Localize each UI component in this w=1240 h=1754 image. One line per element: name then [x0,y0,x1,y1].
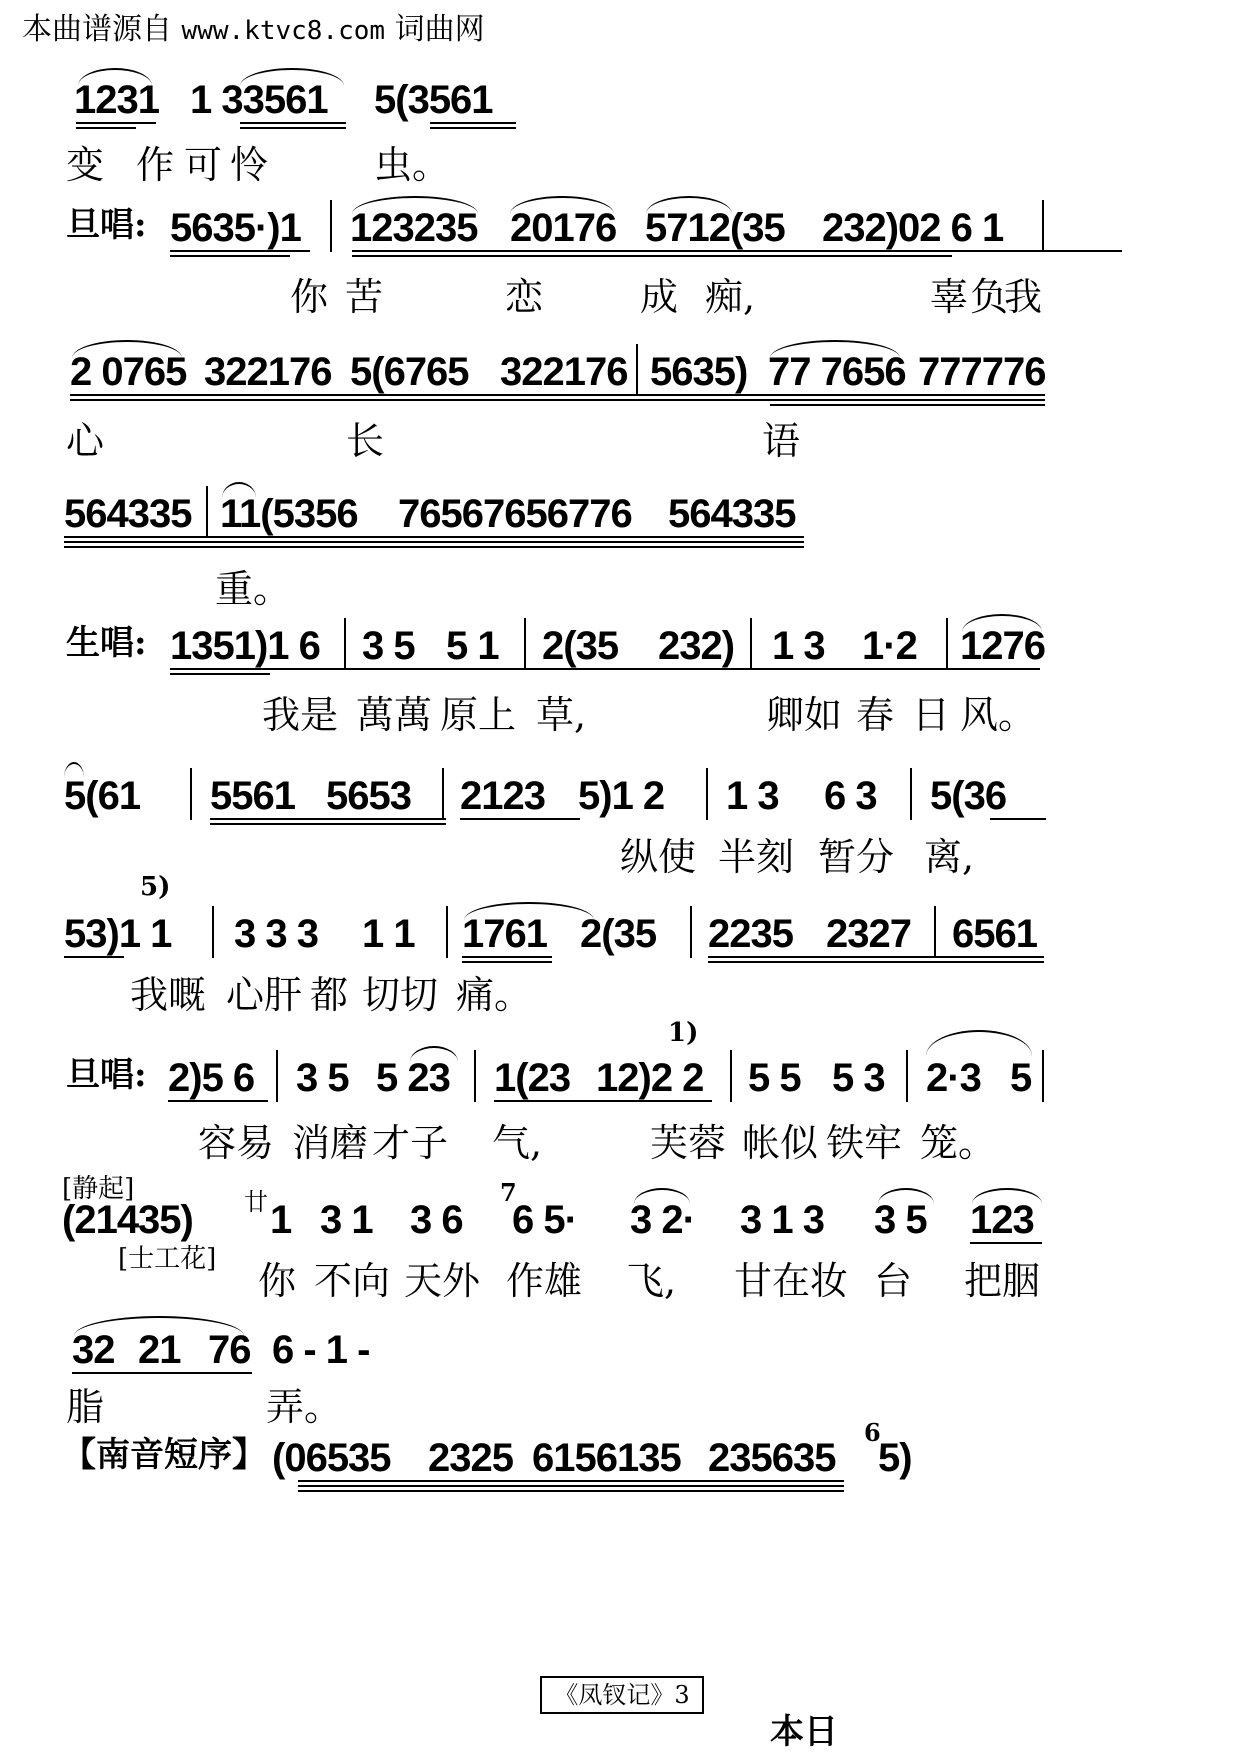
note-group: 20176 [510,206,617,250]
note-group: 3 5 [874,1198,927,1242]
role-label: 旦唱: [66,1055,147,1095]
role-label: 生唱: [66,623,147,663]
note-group: 123235 [350,206,478,250]
note-group: 1 [270,1198,292,1242]
underline [76,127,136,129]
role-label: 旦唱: [66,205,147,245]
slur [926,1030,1032,1056]
note-group: 3 2· [630,1198,695,1242]
note-group: 76 [208,1328,251,1372]
section-tag: [士工花] [118,1244,217,1274]
note-group: 322176 [204,350,332,394]
note-group: 2325 [428,1436,513,1480]
lyric: 半刻 [718,835,795,879]
note-group: 5635·)1 [170,206,301,250]
lyric: 笼。 [920,1121,997,1165]
underline [708,956,1044,958]
note-group: 5 3 [832,1056,885,1100]
note-group: 5) [878,1436,912,1480]
underline [240,122,346,124]
grace-note: 6 [864,1418,881,1447]
lyric: 负 [970,275,1009,319]
underline [352,250,1122,252]
note-group: 5 [1010,1056,1032,1100]
bar-line [1042,1050,1044,1102]
note-group: 1231 [74,78,159,122]
note-group: 3 5 [296,1056,349,1100]
note-group: 5)1 2 [578,774,665,818]
underline [462,956,552,958]
lyric: 铁牢 [826,1121,903,1165]
site-logo: 本日 [770,1712,838,1752]
note-group: 6156135 [532,1436,681,1480]
note-group: 564335 [668,492,796,536]
lyric: 辜 [930,275,969,319]
note-group: 2·3 [926,1056,981,1100]
lyric: 长 [346,419,385,463]
underline [170,673,270,675]
underline [298,1490,844,1492]
lyric: 气, [492,1121,543,1165]
underline [970,1242,1042,1244]
note-group: 3 6 [410,1198,463,1242]
underline [430,127,516,129]
note-group: 1(23 [494,1056,571,1100]
note-group: 2(35 [580,912,657,956]
note-group: 322176 [500,350,628,394]
note-group: 5635) [650,350,748,394]
underline [462,961,552,963]
note-group: 5 23 [376,1056,450,1100]
note-group: 1 3 [772,624,825,668]
lyric: 恋 [505,275,544,319]
underline [170,250,310,252]
underline [210,818,446,820]
note-group: 5(6765 [350,350,469,394]
note-group: 235635 [708,1436,836,1480]
note-group: 5561 [210,774,295,818]
note-group: 2235 [708,912,793,956]
lyric: 天外 [404,1259,481,1303]
bar-line [474,1050,476,1102]
note-group: 6 - 1 - [272,1328,370,1372]
note-group: 5 5 [748,1056,801,1100]
lyric: 我是 [262,693,339,737]
note-group: 1276 [960,624,1045,668]
note-group: 5653 [326,774,411,818]
note-group: 5(3561 [374,78,493,122]
note-group: (06535 [272,1436,391,1480]
lyric: 甘在妆 [734,1259,849,1303]
page-header [22,4,485,48]
lyric: 作雄 [506,1259,583,1303]
underline [430,122,516,124]
lyric: 卿如 [766,693,843,737]
note-group: 1 1 [362,912,415,956]
section-tag: [静起] [62,1174,135,1204]
lyric: 变 [66,143,105,187]
tempo-mark: 廿 [244,1188,268,1216]
underline [170,255,290,257]
header-source-text: 本曲谱源自 [22,12,172,47]
bar-line [212,906,214,958]
bar-line [524,618,526,670]
note-group: 6 3 [824,774,877,818]
note-group: 1351)1 6 [170,624,320,668]
lyric: 心 [66,419,105,463]
lyric: 怜 [230,143,269,187]
underline [64,546,804,548]
note-group: 777776 [918,350,1046,394]
lyric: 痛。 [456,973,533,1017]
note-group: 1·2 [862,624,917,668]
note-group: 6561 [952,912,1037,956]
note-group: 3 5 [362,624,415,668]
note-group: 2327 [826,912,911,956]
underline [298,1480,844,1482]
lyric: 日 [912,693,951,737]
header-site[interactable]: www.ktvc8.com [181,16,386,46]
bar-line [344,618,346,670]
bar-line [730,1050,732,1102]
lyric: 容易 [198,1121,275,1165]
lyric: 消磨 [292,1121,369,1165]
note-group: 232)02 6 1 [822,206,1004,250]
page-footer: 《凤钗记》3 [540,1676,704,1714]
note-group: 5712(35 [645,206,785,250]
lyric: 重。 [215,567,292,611]
lyric: 才子 [372,1121,449,1165]
lyric: 不向 [314,1259,391,1303]
note-group: 3 3 3 [234,912,318,956]
lyric: 萬萬 [356,693,433,737]
lyric: 离, [924,835,975,879]
bar-line [1042,200,1044,252]
bar-line [946,618,948,670]
note-group: 53)1 1 [64,912,172,956]
underline [770,404,1045,406]
lyric: 原上 [440,693,517,737]
lyric: 你 [258,1259,297,1303]
note-group: 3 1 [320,1198,373,1242]
underline [352,255,952,257]
note-group: 2 0765 [70,350,187,394]
bar-line [750,618,752,670]
note-group: 1 3 [726,774,779,818]
lyric: 切切 [362,973,439,1017]
lyric: 苦 [345,275,384,319]
header-site-name: 词曲网 [394,12,485,47]
grace-note: 5) [140,872,171,902]
underline [170,668,1040,670]
bar-line [934,906,936,958]
lyric: 风。 [960,693,1037,737]
underline [494,1100,712,1102]
bar-line [906,1050,908,1102]
underline [70,394,1045,396]
lyric: 成 [640,275,679,319]
note-group: 5(61 [64,774,141,818]
section-label: 【南音短序】 [62,1435,266,1475]
lyric: 芙蓉 [650,1121,727,1165]
underline [240,127,346,129]
bar-line [636,344,638,396]
underline [210,823,446,825]
note-group: 76567656776 [398,492,632,536]
underline [76,122,156,124]
note-group: 2(35 [542,624,619,668]
bar-line [330,200,332,252]
bar-line [442,768,444,820]
lyric: 春 [856,693,895,737]
note-group: 232) [658,624,735,668]
lyric: 你 [290,275,329,319]
note-group: 564335 [64,492,192,536]
lyric: 暂分 [818,835,895,879]
lyric: 可 [184,143,223,187]
note-group: 123 [970,1198,1034,1242]
bar-line [276,1050,278,1102]
grace-note: 7 [500,1178,517,1207]
note-group: 32 [72,1328,115,1372]
lyric: 我 [1004,275,1043,319]
note-group: 5(36 [930,774,1007,818]
lyric: 脂 [66,1385,105,1429]
lyric: 台 [874,1259,913,1303]
lyric: 弄。 [266,1385,343,1429]
underline [64,541,804,543]
lyric: 痴, [705,275,756,319]
bar-line [206,486,208,538]
lyric: 虫。 [374,143,451,187]
underline [64,536,804,538]
underline [460,818,580,820]
lyric: 飞, [626,1259,677,1303]
underline [708,961,1044,963]
lyric: 心肝 [226,973,303,1017]
lyric: 语 [762,419,801,463]
note-group: 5 1 [446,624,499,668]
lyric: 帐似 [742,1121,819,1165]
underline [70,399,1045,401]
lyric: 草, [536,693,587,737]
underline [298,1485,844,1487]
note-group: 1 33561 [190,78,328,122]
lyric: 纵使 [620,835,697,879]
bar-line [910,768,912,820]
lyric: 把胭 [964,1259,1041,1303]
lyric: 我嘅 [130,973,207,1017]
note-group: 77 7656 [768,350,906,394]
bar-line [446,906,448,958]
lyric: 都 [310,973,349,1017]
underline [72,1372,252,1374]
note-group: 6 5· [512,1198,577,1242]
note-group: 3 1 3 [740,1198,824,1242]
note-group: 2)5 6 [168,1056,255,1100]
underline [168,1100,268,1102]
lyric: 作 [136,143,175,187]
bar-line [706,768,708,820]
underline [990,818,1046,820]
grace-note: 1) [668,1018,699,1048]
note-group: 1761 [462,912,547,956]
note-group: 11(5356 [220,492,358,536]
bar-line [690,906,692,958]
bar-line [190,768,192,820]
note-group: (21435) [62,1198,193,1242]
note-group: 21 [138,1328,181,1372]
note-group: 12)2 2 [596,1056,704,1100]
underline [64,956,124,958]
note-group: 2123 [460,774,545,818]
